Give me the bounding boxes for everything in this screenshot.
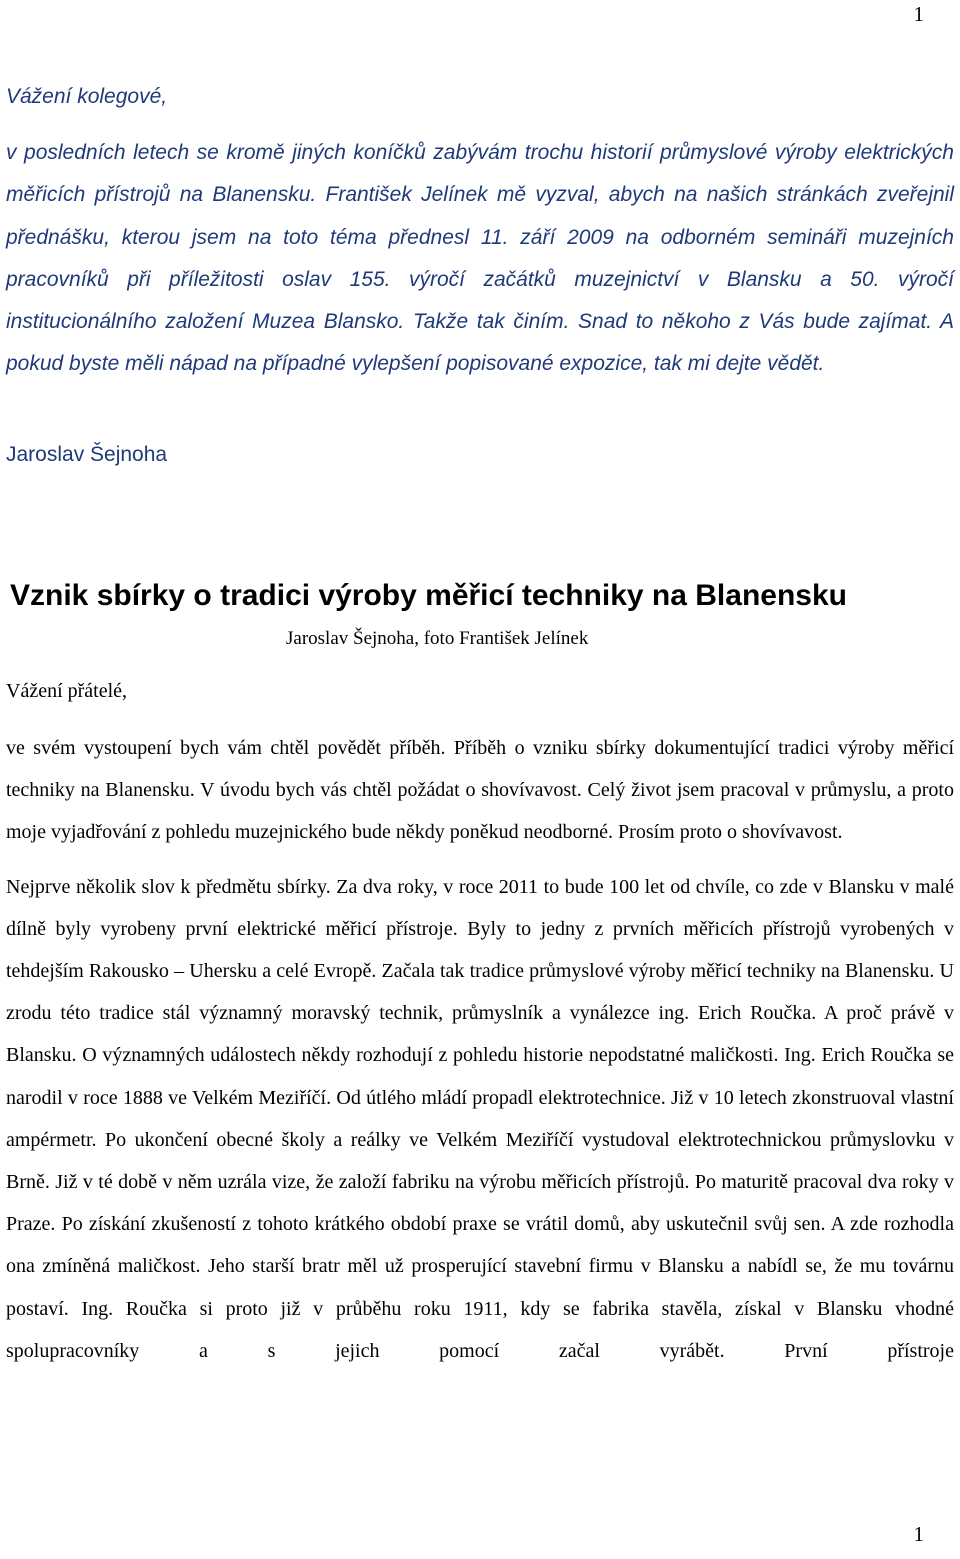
page-number-top: 1 (913, 2, 924, 26)
article-body (6, 727, 954, 1372)
article-title: Vznik sbírky o tradici výroby měřicí techniky na Blanensku (10, 579, 847, 612)
intro-signature: Jaroslav Šejnoha (6, 443, 168, 466)
article-byline: Jaroslav Šejnoha, foto František Jelínek (286, 628, 589, 649)
intro-greeting: Vážení kolegové, (6, 85, 168, 108)
body-paragraph: ve svém vystoupení bych vám chtěl povědět příběh. Příběh o vzniku sbírky dokumentující tradici výroby měřicí techniky na Blanensku. V úvodu bych vás chtěl požádat o shovívavost. Celý život jsem pracoval v průmyslu, a proto moje vyjadřování z pohledu muzejnického bude někdy poněkud neodborné. Prosím proto o shovívavost. (6, 737, 954, 844)
article-salutation: Vážení přátelé, (6, 680, 128, 702)
body-paragraph: Nejprve několik slov k předmětu sbírky. Za dva roky, v roce 2011 to bude 100 let od chvíle, co zde v Blansku v malé dílně byly vyrobeny první elektrické měřicí přístroje. Byly to jedny z prvních měřicích přístrojů vyrobených v tehdejším Rakousko – Uhersku a celé Evropě. Začala tak tradice průmyslové výroby měřicí techniky na Blanensku. U zrodu této tradice stál významný moravský technik, průmyslník a vynálezce ing. Erich Roučka. A proč právě v Blansku. O významných událostech někdy rozhodují z pohledu historie nepodstatné maličkosti. Ing. Erich Roučka se narodil v roce 1888 ve Velkém Meziříčí. Od útlého mládí propadl elektrotechnice. Již v 10 letech zkonstruoval vlastní ampérmetr. Po ukončení obecné školy a reálky ve Velkém Meziříčí vystudoval elektrotechnickou průmyslovku v Brně. Již v té době v něm uzrála vize, že založí fabriku na výrobu měřicích přístrojů. Po maturitě pracoval dva roky v Praze. Po získání zkušeností z tohoto krátkého období praxe se vrátil domů, aby uskutečnil svůj sen. A zde rozhodla ona zmíněná maličkost. Jeho starší bratr měl už prosperující stavební firmu v Blansku a nabídl se, že mu továrnu postaví. Ing. Roučka si proto již v průběhu roku 1911, kdy se fabrika stavěla, získal v Blansku vhodné spolupracovníky a s jejich pomocí začal vyrábět. První přístroje (6, 875, 954, 1362)
intro-paragraph: v posledních letech se kromě jiných koníčků zabývám trochu historií průmyslové výroby elektrických měřicích přístrojů na Blanensku. František Jelínek mě vyzval, abych na našich stránkách zveřejnil přednášku, kterou jsem na toto téma přednesl 11. září 2009 na odborném semináři muzejních pracovníků při příležitosti oslav 155. výročí začátků muzejnictví v Blansku a 50. výročí institucionálního založení Muzea Blansko. Takže tak činím. Snad to někoho z Vás bude zajímat. A pokud byste měli nápad na případné vylepšení popisované expozice, tak mi dejte vědět. (6, 141, 954, 376)
intro-section (6, 82, 954, 386)
page-number-bottom: 1 (913, 1522, 924, 1546)
